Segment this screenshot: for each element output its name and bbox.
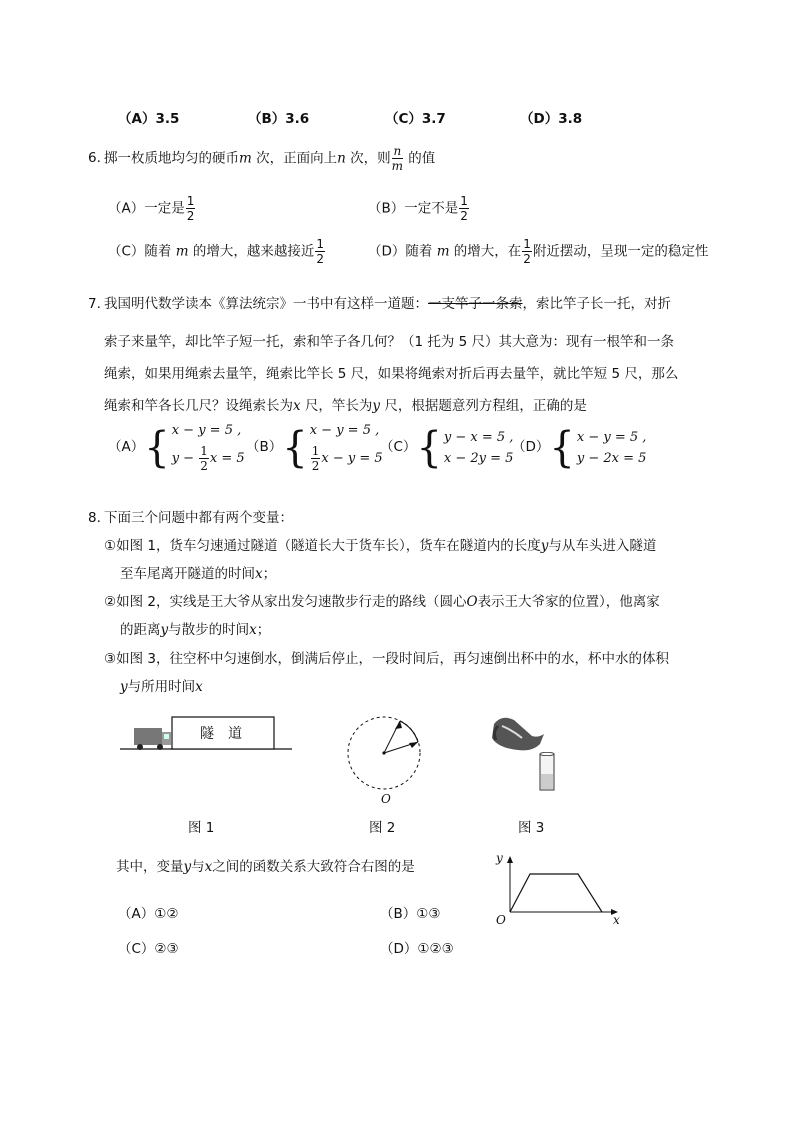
q7-line-3: 绳索，如果用绳索去量竿，绳索比竿长 5 尺，如果将绳索对折后再去量竿，就比竿短 5 尺，那么 (104, 366, 679, 382)
q8-option-d: （D）①②③ (380, 941, 454, 957)
q5-option-d: （D）3.8 (520, 111, 583, 127)
truck-icon (134, 728, 171, 750)
q8-question: 其中，变量y与x之间的函数关系大致符合右图的是 (116, 859, 415, 875)
function-graph (494, 852, 624, 932)
q6-option-c: （C）随着 m 的增大，越来越接近 $\frac{1}{2}$ (108, 237, 324, 266)
q7-line-4: 绳索和竿各长几尺？设绳索长为x 尺，竿长为y 尺，根据题意列方程组，正确的是 (104, 398, 587, 414)
q8-option-c: （C）②③ (118, 941, 179, 957)
tunnel-label: 隧 道 (200, 726, 242, 742)
n-over-m-fraction: $\frac{n}{m}$ (391, 144, 403, 173)
q8-item-2: ②如图 2，实线是王大爷从家出发匀速散步行走的路线（圆心O表示王大爷家的位置），他离家 (104, 594, 660, 610)
graph-x-label: x (613, 913, 620, 927)
graph-origin-label: O (496, 913, 506, 927)
figure-1-caption: 图 1 (188, 820, 215, 836)
q8-item-1-cont: 至车尾离开隧道的时间x； (120, 566, 277, 582)
q8-option-a: （A）①② (118, 906, 179, 922)
pitcher-icon (492, 718, 544, 751)
q5-option-a: （A）3.5 (118, 111, 180, 127)
q8-item-2-cont: 的距离y与散步的时间x； (120, 622, 271, 638)
q7-number: 7. (88, 296, 101, 312)
q7-option-c: （C） { y − x = 5 , x − 2y = 5 (380, 423, 514, 473)
graph-y-label: y (496, 851, 503, 865)
figure-3-caption: 图 3 (518, 820, 545, 836)
q6-option-a: （A）一定是 $\frac{1}{2}$ (108, 194, 195, 223)
q8-item-3: ③如图 3，往空杯中匀速倒水，倒满后停止，一段时间后，再匀速倒出杯中的水，杯中水的体积 (104, 651, 669, 667)
q5-option-c: （C）3.7 (385, 111, 446, 127)
q8-item-1: ①如图 1，货车匀速通过隧道（隧道长大于货车长），货车在隧道内的长度y与从车头进入隧道 (104, 538, 657, 554)
figure-2-caption: 图 2 (369, 820, 396, 836)
q7-option-b: （B） { x − y = 5 , $\frac{1}{2}$ x − y = 5 (246, 423, 383, 473)
q6-stem: 掷一枚质地均匀的硬币m 次，正面向上n 次，则 $\frac{n}{m}$ 的值 (104, 144, 436, 173)
q6-number: 6. (88, 150, 101, 166)
glass-icon (540, 752, 554, 790)
q8-item-3-cont: y与所用时间x (120, 679, 203, 695)
q8-intro: 下面三个问题中都有两个变量： (104, 510, 293, 526)
q7-line-1: 我国明代数学读本《算法统宗》一书中有这样一道题：一支竿子一条索，索比竿子长一托，对折 (104, 296, 671, 312)
q8-number: 8. (88, 510, 101, 526)
q7-option-a: （A） { x − y = 5 , y − $\frac{1}{2}$ x = 5 (108, 423, 245, 473)
q8-option-b: （B）①③ (380, 906, 441, 922)
q7-line-2: 索子来量竿，却比竿子短一托，索和竿子各几何？（1 托为 5 尺）其大意为：现有一根竿和一条 (104, 334, 675, 350)
circle-center-label: O (381, 792, 391, 806)
q7-option-d: （D） { x − y = 5 , y − 2x = 5 (512, 423, 647, 473)
q5-option-b: （B）3.6 (248, 111, 310, 127)
q6-option-d: （D）随着 m 的增大，在 $\frac{1}{2}$ 附近摆动，呈现一定的稳定性 (368, 237, 709, 266)
q6-option-b: （B）一定不是 $\frac{1}{2}$ (368, 194, 468, 223)
figure-3-pitcher-glass (488, 714, 560, 794)
